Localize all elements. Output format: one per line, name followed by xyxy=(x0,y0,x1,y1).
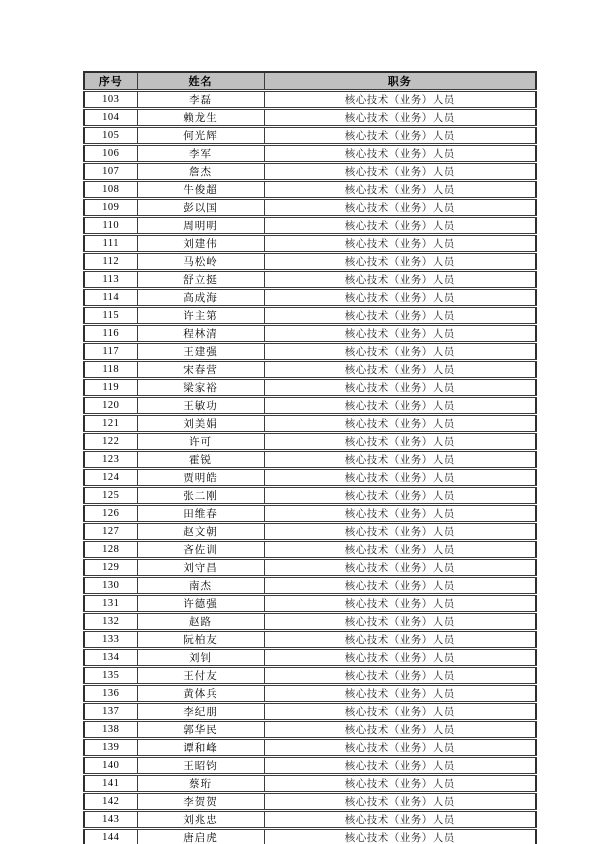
cell-serial-number: 107 xyxy=(84,163,137,181)
cell-job-title: 核心技术（业务）人员 xyxy=(264,631,536,649)
table-row xyxy=(84,811,536,829)
cell-job-title: 核心技术（业务）人员 xyxy=(264,217,536,235)
cell-name: 何光辉 xyxy=(137,127,264,145)
cell-serial-number: 108 xyxy=(84,181,137,199)
cell-name: 周明明 xyxy=(137,217,264,235)
cell-job-title: 核心技术（业务）人员 xyxy=(264,757,536,775)
cell-serial-number: 125 xyxy=(84,487,137,505)
table-row xyxy=(84,325,536,343)
cell-job-title: 核心技术（业务）人员 xyxy=(264,145,536,163)
cell-job-title: 核心技术（业务）人员 xyxy=(264,91,536,109)
table-row xyxy=(84,757,536,775)
table-row xyxy=(84,91,536,109)
cell-name: 郭华民 xyxy=(137,721,264,739)
table-row xyxy=(84,523,536,541)
cell-serial-number: 127 xyxy=(84,523,137,541)
cell-job-title: 核心技术（业务）人员 xyxy=(264,559,536,577)
cell-name: 马松岭 xyxy=(137,253,264,271)
table-row xyxy=(84,721,536,739)
cell-name: 吝佐训 xyxy=(137,541,264,559)
table-row xyxy=(84,451,536,469)
table-row xyxy=(84,595,536,613)
table-row xyxy=(84,343,536,361)
cell-serial-number: 135 xyxy=(84,667,137,685)
table-row xyxy=(84,559,536,577)
table-row xyxy=(84,307,536,325)
cell-name: 王付友 xyxy=(137,667,264,685)
cell-name: 李军 xyxy=(137,145,264,163)
cell-job-title: 核心技术（业务）人员 xyxy=(264,397,536,415)
cell-serial-number: 130 xyxy=(84,577,137,595)
cell-serial-number: 118 xyxy=(84,361,137,379)
cell-job-title: 核心技术（业务）人员 xyxy=(264,289,536,307)
cell-name: 许主第 xyxy=(137,307,264,325)
cell-job-title: 核心技术（业务）人员 xyxy=(264,433,536,451)
cell-name: 赵文朝 xyxy=(137,523,264,541)
cell-serial-number: 132 xyxy=(84,613,137,631)
table-row xyxy=(84,235,536,253)
cell-serial-number: 141 xyxy=(84,775,137,793)
cell-serial-number: 120 xyxy=(84,397,137,415)
cell-name: 程林清 xyxy=(137,325,264,343)
table-row xyxy=(84,487,536,505)
cell-name: 刘钊 xyxy=(137,649,264,667)
cell-serial-number: 123 xyxy=(84,451,137,469)
cell-serial-number: 114 xyxy=(84,289,137,307)
cell-job-title: 核心技术（业务）人员 xyxy=(264,109,536,127)
table-row xyxy=(84,505,536,523)
cell-job-title: 核心技术（业务）人员 xyxy=(264,595,536,613)
cell-serial-number: 126 xyxy=(84,505,137,523)
cell-name: 李纪朋 xyxy=(137,703,264,721)
cell-name: 李贺贺 xyxy=(137,793,264,811)
cell-job-title: 核心技术（业务）人员 xyxy=(264,811,536,829)
cell-name: 王敏功 xyxy=(137,397,264,415)
cell-serial-number: 143 xyxy=(84,811,137,829)
cell-serial-number: 128 xyxy=(84,541,137,559)
cell-job-title: 核心技术（业务）人员 xyxy=(264,163,536,181)
cell-job-title: 核心技术（业务）人员 xyxy=(264,253,536,271)
table-row xyxy=(84,271,536,289)
cell-serial-number: 144 xyxy=(84,829,137,844)
table-row xyxy=(84,361,536,379)
table-row xyxy=(84,217,536,235)
cell-serial-number: 119 xyxy=(84,379,137,397)
cell-job-title: 核心技术（业务）人员 xyxy=(264,541,536,559)
cell-serial-number: 105 xyxy=(84,127,137,145)
cell-serial-number: 116 xyxy=(84,325,137,343)
table-row xyxy=(84,253,536,271)
cell-serial-number: 110 xyxy=(84,217,137,235)
cell-name: 刘美娟 xyxy=(137,415,264,433)
cell-name: 贾明皓 xyxy=(137,469,264,487)
cell-serial-number: 122 xyxy=(84,433,137,451)
cell-job-title: 核心技术（业务）人员 xyxy=(264,307,536,325)
cell-job-title: 核心技术（业务）人员 xyxy=(264,361,536,379)
cell-name: 舒立挺 xyxy=(137,271,264,289)
cell-job-title: 核心技术（业务）人员 xyxy=(264,685,536,703)
cell-name: 赖龙生 xyxy=(137,109,264,127)
table-row xyxy=(84,703,536,721)
cell-name: 詹杰 xyxy=(137,163,264,181)
cell-name: 高成海 xyxy=(137,289,264,307)
table-row xyxy=(84,163,536,181)
cell-name: 蔡珩 xyxy=(137,775,264,793)
table-row xyxy=(84,415,536,433)
cell-serial-number: 139 xyxy=(84,739,137,757)
cell-job-title: 核心技术（业务）人员 xyxy=(264,577,536,595)
cell-name: 李磊 xyxy=(137,91,264,109)
table-row xyxy=(84,739,536,757)
table-row xyxy=(84,685,536,703)
cell-job-title: 核心技术（业务）人员 xyxy=(264,829,536,844)
table-row xyxy=(84,397,536,415)
cell-name: 谭和峰 xyxy=(137,739,264,757)
cell-serial-number: 112 xyxy=(84,253,137,271)
cell-serial-number: 138 xyxy=(84,721,137,739)
cell-name: 南杰 xyxy=(137,577,264,595)
cell-serial-number: 104 xyxy=(84,109,137,127)
cell-job-title: 核心技术（业务）人员 xyxy=(264,667,536,685)
cell-serial-number: 137 xyxy=(84,703,137,721)
cell-name: 宋春营 xyxy=(137,361,264,379)
cell-serial-number: 106 xyxy=(84,145,137,163)
cell-serial-number: 129 xyxy=(84,559,137,577)
cell-job-title: 核心技术（业务）人员 xyxy=(264,343,536,361)
cell-name: 许可 xyxy=(137,433,264,451)
cell-serial-number: 121 xyxy=(84,415,137,433)
cell-serial-number: 142 xyxy=(84,793,137,811)
cell-serial-number: 109 xyxy=(84,199,137,217)
cell-job-title: 核心技术（业务）人员 xyxy=(264,415,536,433)
cell-name: 王建强 xyxy=(137,343,264,361)
table-row xyxy=(84,379,536,397)
cell-serial-number: 117 xyxy=(84,343,137,361)
cell-job-title: 核心技术（业务）人员 xyxy=(264,325,536,343)
cell-job-title: 核心技术（业务）人员 xyxy=(264,487,536,505)
cell-job-title: 核心技术（业务）人员 xyxy=(264,181,536,199)
table-row xyxy=(84,613,536,631)
table-row xyxy=(84,775,536,793)
cell-job-title: 核心技术（业务）人员 xyxy=(264,775,536,793)
cell-job-title: 核心技术（业务）人员 xyxy=(264,613,536,631)
cell-name: 许德强 xyxy=(137,595,264,613)
cell-job-title: 核心技术（业务）人员 xyxy=(264,703,536,721)
cell-job-title: 核心技术（业务）人员 xyxy=(264,721,536,739)
cell-name: 刘守昌 xyxy=(137,559,264,577)
cell-name: 刘建伟 xyxy=(137,235,264,253)
cell-job-title: 核心技术（业务）人员 xyxy=(264,793,536,811)
cell-name: 牛俊超 xyxy=(137,181,264,199)
table-row xyxy=(84,199,536,217)
cell-serial-number: 124 xyxy=(84,469,137,487)
cell-job-title: 核心技术（业务）人员 xyxy=(264,127,536,145)
cell-job-title: 核心技术（业务）人员 xyxy=(264,469,536,487)
column-header-serial-number: 序号 xyxy=(84,72,137,91)
cell-job-title: 核心技术（业务）人员 xyxy=(264,649,536,667)
column-header-job-title: 职务 xyxy=(264,72,536,91)
table-row xyxy=(84,577,536,595)
table-row xyxy=(84,793,536,811)
cell-name: 阮柏友 xyxy=(137,631,264,649)
cell-name: 彭以国 xyxy=(137,199,264,217)
cell-serial-number: 111 xyxy=(84,235,137,253)
table-body xyxy=(84,91,536,844)
table-row xyxy=(84,127,536,145)
cell-name: 梁家裕 xyxy=(137,379,264,397)
cell-serial-number: 115 xyxy=(84,307,137,325)
cell-serial-number: 133 xyxy=(84,631,137,649)
table-header-row xyxy=(84,72,536,91)
cell-name: 霍锐 xyxy=(137,451,264,469)
cell-job-title: 核心技术（业务）人员 xyxy=(264,505,536,523)
cell-job-title: 核心技术（业务）人员 xyxy=(264,235,536,253)
cell-serial-number: 113 xyxy=(84,271,137,289)
cell-serial-number: 136 xyxy=(84,685,137,703)
cell-name: 黄体兵 xyxy=(137,685,264,703)
table-row xyxy=(84,631,536,649)
table-row xyxy=(84,829,536,844)
cell-job-title: 核心技术（业务）人员 xyxy=(264,379,536,397)
table-row xyxy=(84,289,536,307)
table-row xyxy=(84,109,536,127)
cell-job-title: 核心技术（业务）人员 xyxy=(264,271,536,289)
table-row xyxy=(84,433,536,451)
cell-name: 赵路 xyxy=(137,613,264,631)
table-row xyxy=(84,667,536,685)
cell-job-title: 核心技术（业务）人员 xyxy=(264,199,536,217)
table-row xyxy=(84,181,536,199)
cell-name: 王昭钧 xyxy=(137,757,264,775)
personnel-table xyxy=(83,71,537,844)
table-row xyxy=(84,541,536,559)
cell-job-title: 核心技术（业务）人员 xyxy=(264,739,536,757)
table-row xyxy=(84,145,536,163)
cell-name: 刘兆忠 xyxy=(137,811,264,829)
table-row xyxy=(84,649,536,667)
cell-job-title: 核心技术（业务）人员 xyxy=(264,451,536,469)
cell-serial-number: 131 xyxy=(84,595,137,613)
cell-serial-number: 134 xyxy=(84,649,137,667)
table-row xyxy=(84,469,536,487)
cell-name: 唐启虎 xyxy=(137,829,264,844)
cell-job-title: 核心技术（业务）人员 xyxy=(264,523,536,541)
cell-name: 田维春 xyxy=(137,505,264,523)
cell-serial-number: 140 xyxy=(84,757,137,775)
cell-serial-number: 103 xyxy=(84,91,137,109)
column-header-name: 姓名 xyxy=(137,72,264,91)
cell-name: 张二刚 xyxy=(137,487,264,505)
